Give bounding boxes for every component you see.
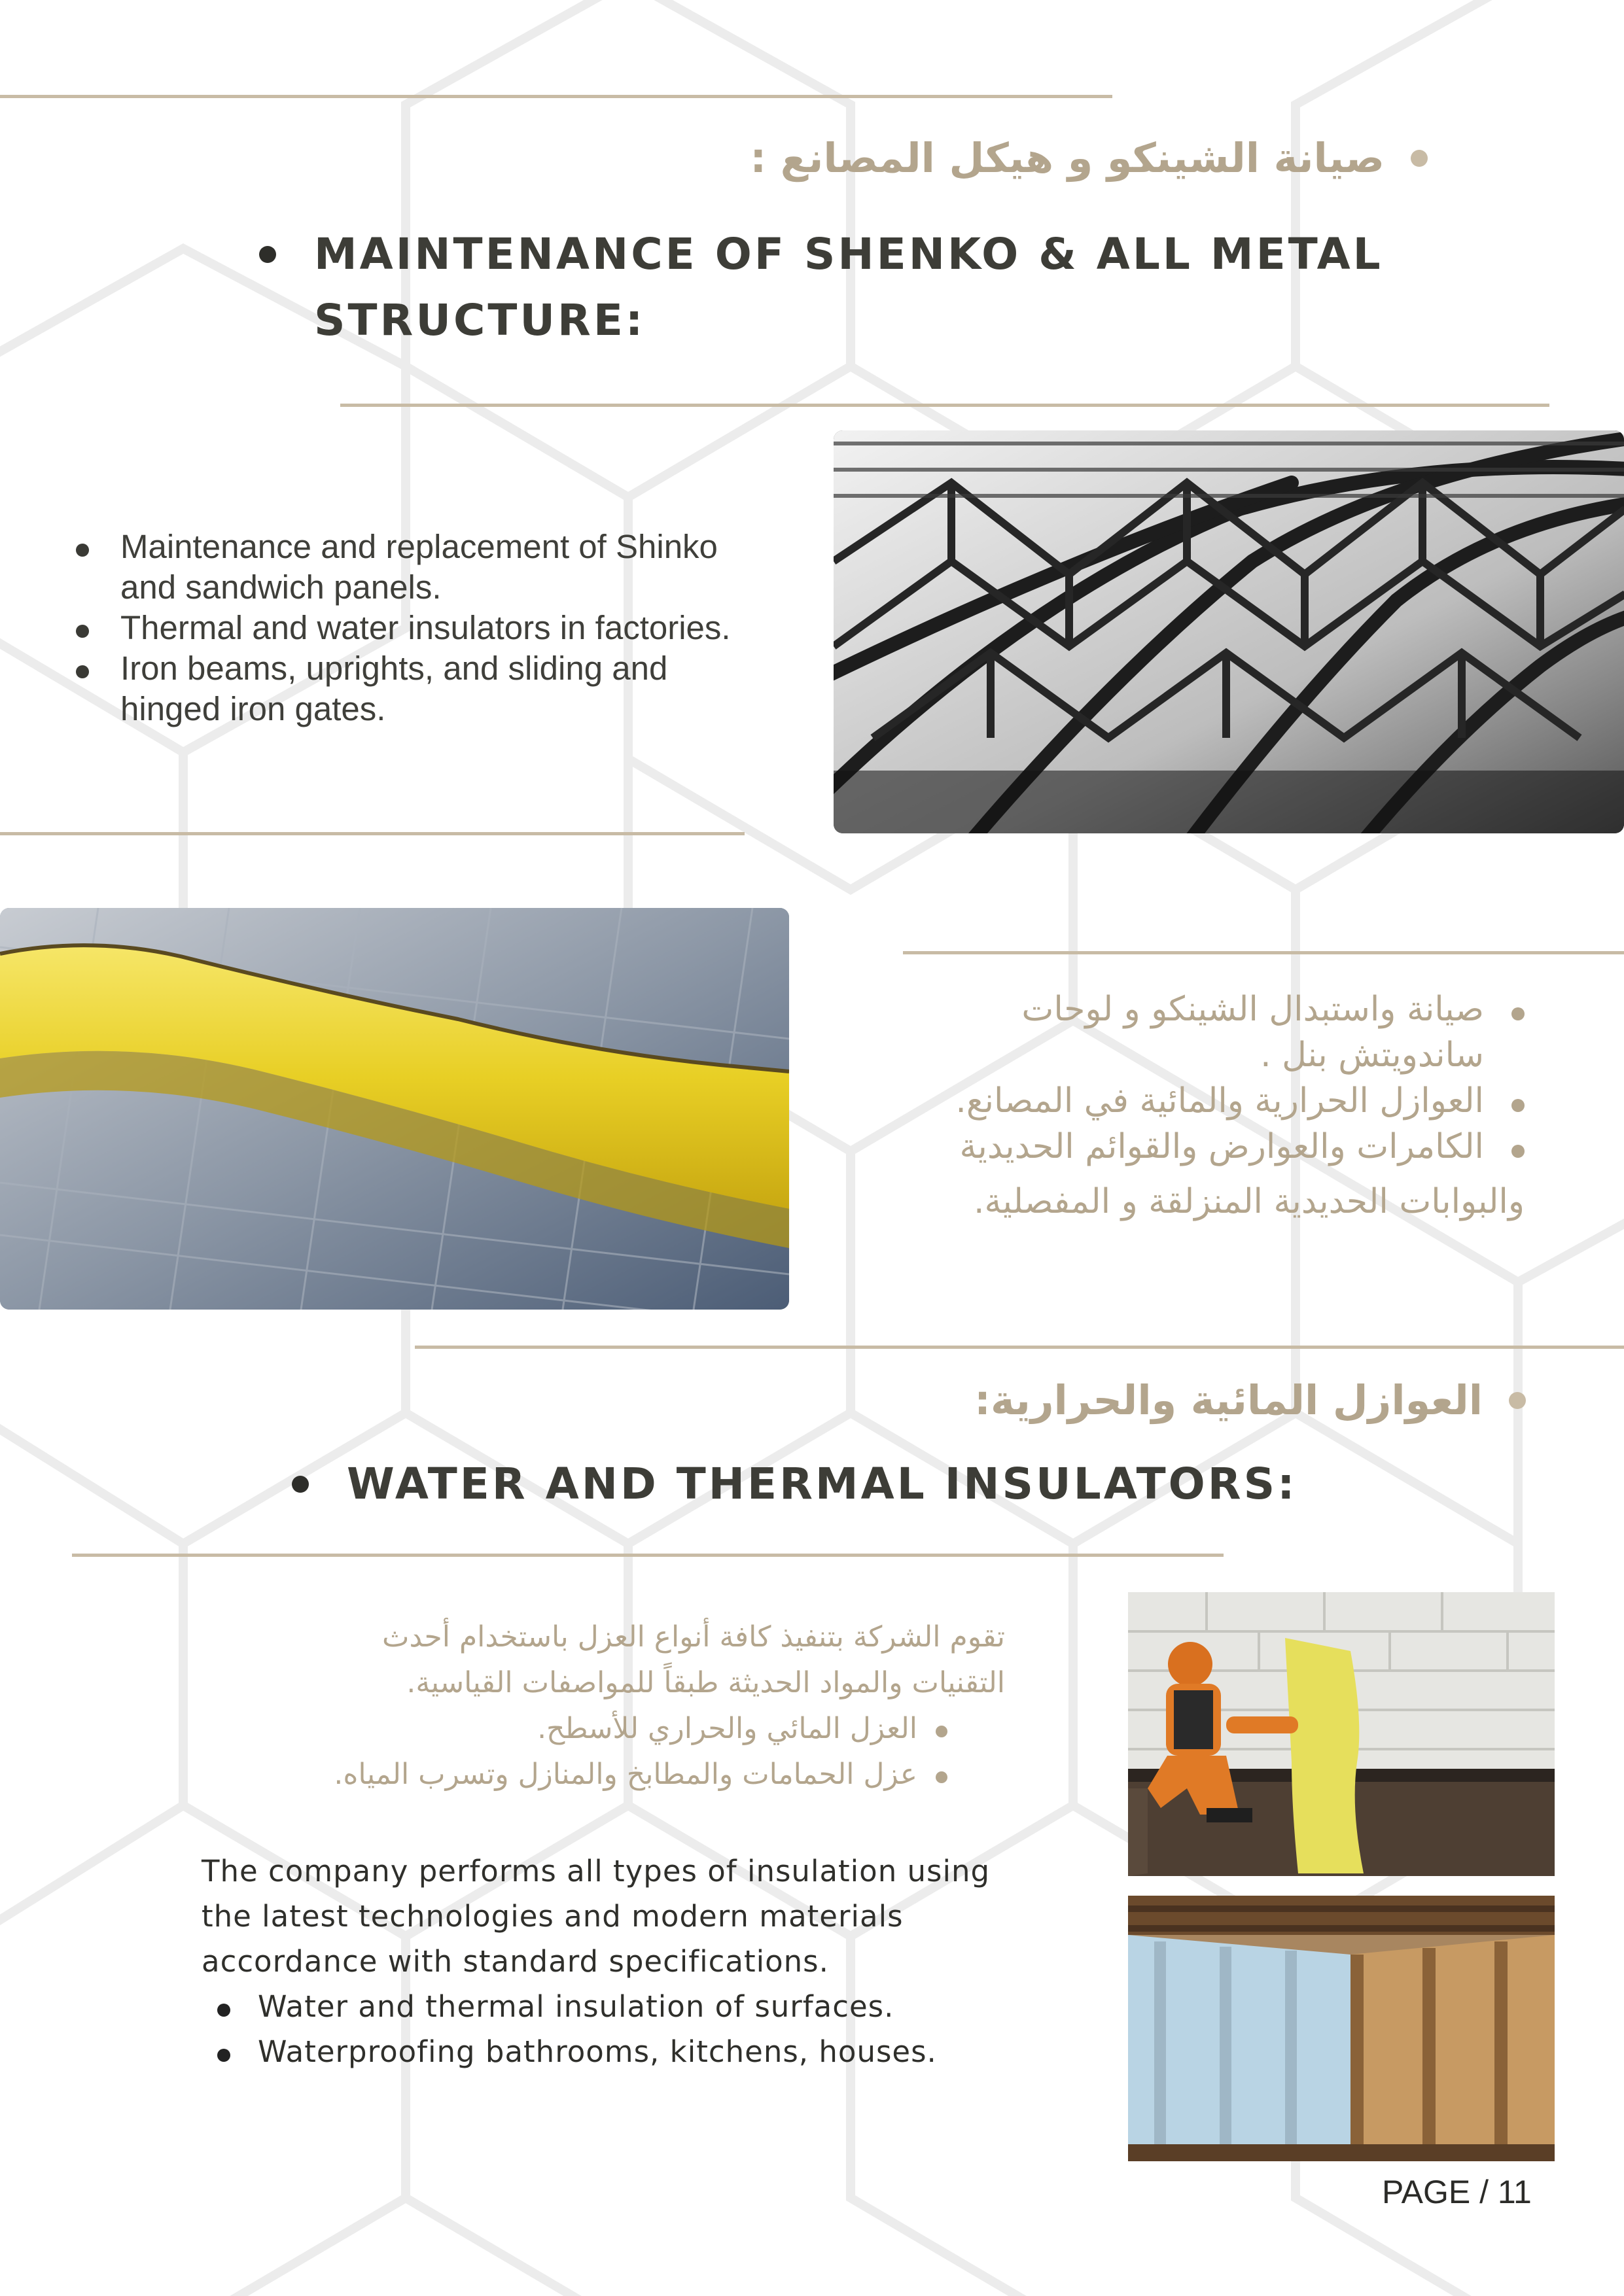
- bullet-icon: [292, 1476, 309, 1493]
- section1-header-divider: [340, 404, 1549, 407]
- list-item-line2: ساندويتش بنل .: [1260, 1035, 1484, 1075]
- bullet-icon: [1511, 1099, 1525, 1112]
- steel-structure-illustration: [834, 430, 1624, 833]
- list-item: [220, 1706, 947, 1752]
- list-item: [73, 527, 813, 608]
- bullet-icon: [1511, 1007, 1525, 1020]
- list-item: [805, 986, 1525, 1078]
- intro-en-line3: accordance with standard specifications.: [202, 1944, 829, 1979]
- section2-english-bullet-list: [202, 1984, 1052, 2074]
- list-item: [805, 1124, 1525, 1225]
- bullet-icon: [217, 2049, 230, 2062]
- yellow-insulation-image: [0, 908, 789, 1310]
- list-item-line1: الكامرات والعوارض والقوائم الحديدية: [959, 1127, 1484, 1166]
- bullet-icon: [76, 665, 89, 678]
- list-item-line1: العوازل الحرارية والمائية في المصانع.: [955, 1081, 1484, 1121]
- section2-english-title-text: WATER AND THERMAL INSULATORS:: [347, 1459, 1297, 1509]
- intro-en-line1: The company performs all types of insulation using: [202, 1854, 991, 1888]
- list-item-text: عزل الحمامات والمطابخ والمنازل وتسرب المياه.: [334, 1758, 917, 1791]
- intro-ar-line2: التقنيات والمواد الحديثة طبقاً للمواصفات القياسية.: [406, 1666, 1005, 1699]
- section1-mid-divider: [0, 832, 745, 835]
- section2-english-title: [347, 1451, 1297, 1517]
- section1-english-title: [314, 221, 1383, 353]
- section2-arabic-title-text: العوازل المائية والحرارية:: [974, 1376, 1483, 1424]
- worker-illustration: [1128, 1592, 1555, 1876]
- list-item-text: Waterproofing bathrooms, kitchens, houses.: [258, 2034, 937, 2069]
- steel-structure-image: [834, 430, 1624, 833]
- bullet-icon: [259, 246, 276, 263]
- bullet-icon: [76, 625, 89, 638]
- list-item-line2: والبوابات الحديدية المنزلقة و المفصلية.: [973, 1182, 1525, 1221]
- list-item-line1: Iron beams, uprights, and sliding and: [120, 650, 668, 687]
- list-item: [805, 1078, 1525, 1124]
- bullet-icon: [76, 544, 89, 557]
- section1-arabic-divider: [903, 951, 1624, 954]
- page-number: [1382, 2173, 1532, 2211]
- list-item-line2: hinged iron gates.: [120, 690, 386, 727]
- page-number-text: PAGE / 11: [1382, 2174, 1532, 2210]
- list-item: [73, 648, 813, 729]
- section1-arabic-title: [750, 134, 1428, 183]
- section1-english-title-line2: STRUCTURE:: [314, 295, 646, 345]
- section2-arabic-intro: [220, 1614, 1005, 1798]
- list-item-line1: Thermal and water insulators in factories.: [120, 609, 731, 646]
- bullet-icon: [1411, 150, 1428, 167]
- bullet-icon: [1511, 1145, 1525, 1158]
- section2-arabic-bullet-list: [220, 1706, 1005, 1798]
- list-item: [220, 1752, 947, 1798]
- list-item-text: العزل المائي والحراري للأسطح.: [537, 1712, 917, 1745]
- bullet-icon: [936, 1771, 947, 1783]
- wall-insulation-image: [1128, 1896, 1555, 2161]
- list-item-line2: and sandwich panels.: [120, 568, 442, 606]
- section2-top-divider: [415, 1346, 1624, 1349]
- list-item: [202, 1984, 1052, 2029]
- bullet-icon: [936, 1726, 947, 1737]
- list-item: [73, 608, 813, 648]
- list-item-line1: Maintenance and replacement of Shinko: [120, 528, 718, 565]
- bullet-icon: [1509, 1392, 1526, 1409]
- section2-header-divider: [72, 1554, 1224, 1557]
- section1-english-bullet-list: [73, 527, 813, 729]
- worker-insulation-image: [1128, 1592, 1555, 1876]
- top-divider: [0, 95, 1112, 98]
- wall-illustration: [1128, 1896, 1555, 2161]
- intro-ar-line1: تقوم الشركة بتنفيذ كافة أنواع العزل باستخدام أحدث: [382, 1620, 1005, 1654]
- list-item-text: Water and thermal insulation of surfaces.: [258, 1989, 894, 2024]
- section2-english-intro: [202, 1849, 1052, 2074]
- list-item-line1: صيانة واستبدال الشينكو و لوحات: [1021, 990, 1484, 1029]
- bullet-icon: [217, 2004, 230, 2017]
- list-item: [202, 2029, 1052, 2074]
- section2-arabic-title: [974, 1376, 1526, 1425]
- section1-arabic-bullet-list: [805, 986, 1525, 1225]
- section1-english-title-line1: MAINTENANCE OF SHENKO & ALL METAL: [314, 229, 1383, 279]
- section1-arabic-title-text: صيانة الشينكو و هيكل المصانع :: [750, 134, 1385, 182]
- insulation-illustration: [0, 908, 789, 1310]
- intro-en-line2: the latest technologies and modern materials: [202, 1899, 904, 1934]
